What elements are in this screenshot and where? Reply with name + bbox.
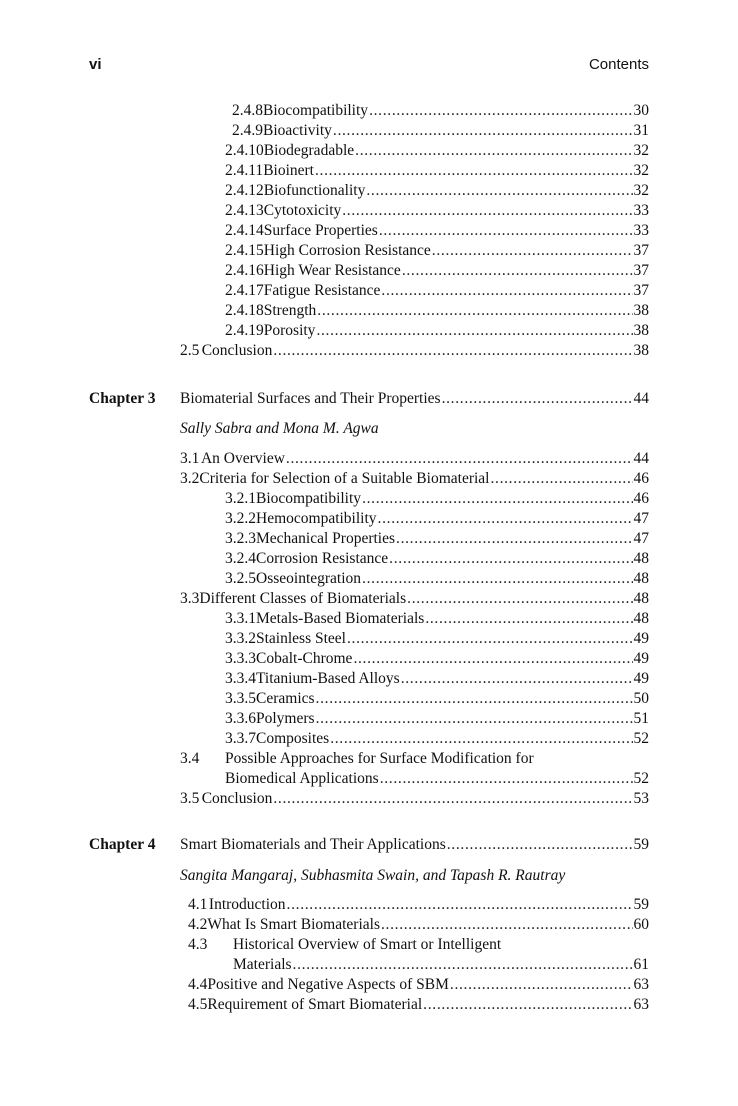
chapter-label: Chapter 4: [89, 836, 156, 853]
dot-leader: [316, 321, 632, 341]
entry-page: 38: [633, 302, 649, 319]
entry-number: 4.5: [188, 996, 208, 1013]
toc-entry: [225, 689, 649, 709]
toc-entry: [225, 201, 649, 221]
chapter-authors: Sangita Mangaraj, Subhasmita Swain, and Tapash R. Rautray: [180, 867, 566, 884]
toc-entry: [225, 569, 649, 589]
entry-number: 2.4.8: [232, 102, 263, 119]
entry-title: Introduction: [208, 896, 286, 913]
dot-leader: [316, 689, 633, 709]
entry-number: 4.4: [188, 976, 208, 993]
entry-number: 2.4.12: [225, 182, 264, 199]
entry-title: High Corrosion Resistance: [263, 242, 431, 259]
entry-title: Surface Properties: [263, 222, 378, 239]
entry-number: 2.4.15: [225, 242, 264, 259]
toc-entry: [180, 589, 649, 609]
entry-title: Fatigue Resistance: [263, 282, 381, 299]
toc-entry: [188, 895, 649, 915]
entry-title: Historical Overview of Smart or Intelligent: [233, 936, 502, 953]
entry-title: Requirement of Smart Biomaterial: [207, 996, 423, 1013]
chapter-label: Chapter 3: [89, 390, 156, 407]
dot-leader: [366, 181, 632, 201]
entry-page: 38: [633, 342, 649, 359]
entry-title: Biocompatibility: [263, 102, 369, 119]
entry-number: 3.4: [180, 750, 200, 767]
entry-number: 2.4.18: [225, 302, 264, 319]
entry-title: Hemocompatibility: [256, 510, 377, 527]
page-number: vi: [89, 56, 102, 73]
toc-entry: [233, 955, 649, 975]
dot-leader: [293, 955, 633, 975]
entry-number: 3.3.4: [225, 670, 256, 687]
toc-entry: [180, 469, 649, 489]
entry-number: 2.4.17: [225, 282, 264, 299]
entry-title: Criteria for Selection of a Suitable Biomaterial: [199, 470, 490, 487]
entry-page: 49: [633, 670, 649, 687]
entry-title: Possible Approaches for Surface Modification for: [225, 750, 534, 767]
dot-leader: [423, 995, 632, 1015]
toc-entry: [225, 509, 649, 529]
entry-title: An Overview: [200, 450, 285, 467]
entry-page: 61: [633, 956, 649, 973]
entry-title: Biocompatibility: [256, 490, 362, 507]
chapter-page: 44: [633, 390, 649, 407]
entry-number: 2.4.9: [232, 122, 263, 139]
entry-number: 3.2: [180, 470, 200, 487]
dot-leader: [287, 895, 633, 915]
entry-page: 48: [633, 590, 649, 607]
entry-number: 3.3: [180, 590, 200, 607]
toc-entry: [188, 995, 649, 1015]
entry-page: 31: [633, 122, 649, 139]
entry-page: 50: [633, 690, 649, 707]
entry-number: 3.3.6: [225, 710, 256, 727]
running-head: Contents: [588, 56, 649, 73]
dot-leader: [381, 915, 633, 935]
entry-number: 2.4.10: [225, 142, 264, 159]
dot-leader: [330, 729, 632, 749]
dot-leader: [432, 241, 633, 261]
toc-entry: [225, 301, 649, 321]
dot-leader: [353, 649, 632, 669]
chapter-authors: Sally Sabra and Mona M. Agwa: [180, 420, 379, 437]
entry-page: 47: [633, 510, 649, 527]
entry-page: 33: [633, 222, 649, 239]
dot-leader: [315, 161, 633, 181]
entry-title: Titanium-Based Alloys: [256, 670, 400, 687]
entry-title: Bioactivity: [263, 122, 332, 139]
dot-leader: [379, 221, 633, 241]
dot-leader: [355, 141, 632, 161]
dot-leader: [425, 609, 632, 629]
entry-number: 3.5: [180, 790, 200, 807]
entry-number: 2.5: [180, 342, 200, 359]
dot-leader: [401, 669, 633, 689]
entry-page: 32: [633, 182, 649, 199]
chapter-entry: [180, 389, 649, 409]
entry-title: High Wear Resistance: [263, 262, 401, 279]
entry-page: 52: [633, 730, 649, 747]
dot-leader: [316, 709, 633, 729]
dot-leader: [317, 301, 632, 321]
toc-entry: [188, 975, 649, 995]
toc-entry: [225, 709, 649, 729]
toc-entry: [225, 549, 649, 569]
toc-entry: [225, 729, 649, 749]
dot-leader: [273, 341, 632, 361]
dot-leader: [342, 201, 632, 221]
dot-leader: [490, 469, 632, 489]
entry-number: 3.3.3: [225, 650, 256, 667]
entry-title: Corrosion Resistance: [256, 550, 389, 567]
entry-page: 59: [633, 896, 649, 913]
toc-entry: [225, 629, 649, 649]
toc-entry: [188, 915, 649, 935]
entry-title: Cobalt-Chrome: [256, 650, 353, 667]
entry-number: 2.4.16: [225, 262, 264, 279]
entry-page: 46: [633, 490, 649, 507]
dot-leader: [402, 261, 633, 281]
entry-page: 48: [633, 570, 649, 587]
toc-entry: [232, 121, 649, 141]
chapter-title: Biomaterial Surfaces and Their Properties: [180, 390, 441, 407]
entry-page: 63: [633, 976, 649, 993]
entry-page: 37: [633, 262, 649, 279]
entry-title: Osseointegration: [256, 570, 362, 587]
entry-number: 3.3.1: [225, 610, 256, 627]
entry-page: 49: [633, 650, 649, 667]
dot-leader: [396, 529, 632, 549]
chapter-title: Smart Biomaterials and Their Applications: [180, 836, 446, 853]
entry-number: 3.3.7: [225, 730, 256, 747]
entry-title: Mechanical Properties: [256, 530, 396, 547]
entry-number: 3.3.5: [225, 690, 256, 707]
dot-leader: [286, 449, 633, 469]
toc-entry-first-line: [180, 749, 534, 769]
entry-title: Stainless Steel: [256, 630, 346, 647]
entry-number: 2.4.11: [225, 162, 264, 179]
toc-entry: [225, 221, 649, 241]
entry-title: Metals-Based Biomaterials: [256, 610, 425, 627]
toc-entry: [225, 141, 649, 161]
toc-entry: [225, 489, 649, 509]
entry-title: Biofunctionality: [263, 182, 366, 199]
toc-entry: [180, 789, 649, 809]
entry-page: 46: [633, 470, 649, 487]
entry-number: 3.1: [180, 450, 200, 467]
entry-number: 4.1: [188, 896, 208, 913]
entry-page: 60: [633, 916, 649, 933]
dot-leader: [450, 975, 633, 995]
toc-entry: [225, 181, 649, 201]
entry-page: 52: [633, 770, 649, 787]
entry-title-continuation: Biomedical Applications: [225, 770, 379, 787]
dot-leader: [273, 789, 632, 809]
toc-entry: [225, 769, 649, 789]
entry-number: 3.2.3: [225, 530, 256, 547]
dot-leader: [389, 549, 632, 569]
entry-title: Porosity: [263, 322, 316, 339]
entry-title: Cytotoxicity: [263, 202, 342, 219]
entry-page: 48: [633, 550, 649, 567]
dot-leader: [362, 489, 632, 509]
toc-entry-first-line: [188, 935, 501, 955]
toc-entry: [225, 609, 649, 629]
entry-title: Bioinert: [263, 162, 314, 179]
toc-entry: [225, 669, 649, 689]
toc-entry: [225, 529, 649, 549]
entry-title: Biodegradable: [263, 142, 355, 159]
dot-leader: [447, 835, 633, 855]
entry-title: Positive and Negative Aspects of SBM: [207, 976, 449, 993]
dot-leader: [381, 281, 632, 301]
entry-title: What Is Smart Biomaterials: [207, 916, 380, 933]
entry-title: Conclusion: [201, 790, 273, 807]
entry-page: 37: [633, 282, 649, 299]
toc-entry: [225, 321, 649, 341]
entry-number: 4.2: [188, 916, 208, 933]
entry-page: 33: [633, 202, 649, 219]
toc-entry: [225, 261, 649, 281]
entry-title-continuation: Materials: [233, 956, 292, 973]
entry-page: 51: [633, 710, 649, 727]
toc-entry: [225, 161, 649, 181]
entry-page: 38: [633, 322, 649, 339]
dot-leader: [362, 569, 632, 589]
toc-entry: [225, 241, 649, 261]
entry-title: Composites: [256, 730, 330, 747]
entry-page: 47: [633, 530, 649, 547]
chapter-entry: [180, 835, 649, 855]
entry-page: 44: [633, 450, 649, 467]
entry-title: Polymers: [256, 710, 315, 727]
dot-leader: [369, 101, 632, 121]
entry-number: 3.2.2: [225, 510, 256, 527]
dot-leader: [442, 389, 633, 409]
entry-title: Strength: [263, 302, 317, 319]
entry-title: Conclusion: [201, 342, 273, 359]
entry-number: 4.3: [188, 936, 208, 953]
dot-leader: [378, 509, 633, 529]
chapter-page: 59: [633, 836, 649, 853]
entry-title: Different Classes of Biomaterials: [199, 590, 407, 607]
entry-title: Ceramics: [256, 690, 315, 707]
entry-number: 2.4.14: [225, 222, 264, 239]
dot-leader: [407, 589, 632, 609]
entry-page: 32: [633, 142, 649, 159]
entry-number: 3.2.5: [225, 570, 256, 587]
dot-leader: [333, 121, 633, 141]
entry-number: 2.4.19: [225, 322, 264, 339]
entry-page: 48: [633, 610, 649, 627]
entry-number: 3.2.4: [225, 550, 256, 567]
entry-number: 2.4.13: [225, 202, 264, 219]
entry-page: 53: [633, 790, 649, 807]
toc-entry: [232, 101, 649, 121]
toc-entry: [180, 341, 649, 361]
toc-entry: [225, 281, 649, 301]
toc-entry: [225, 649, 649, 669]
entry-number: 3.2.1: [225, 490, 256, 507]
toc-entry: [180, 449, 649, 469]
entry-page: 37: [633, 242, 649, 259]
dot-leader: [380, 769, 633, 789]
entry-page: 32: [633, 162, 649, 179]
entry-number: 3.3.2: [225, 630, 256, 647]
dot-leader: [347, 629, 633, 649]
entry-page: 49: [633, 630, 649, 647]
entry-page: 63: [633, 996, 649, 1013]
entry-page: 30: [633, 102, 649, 119]
